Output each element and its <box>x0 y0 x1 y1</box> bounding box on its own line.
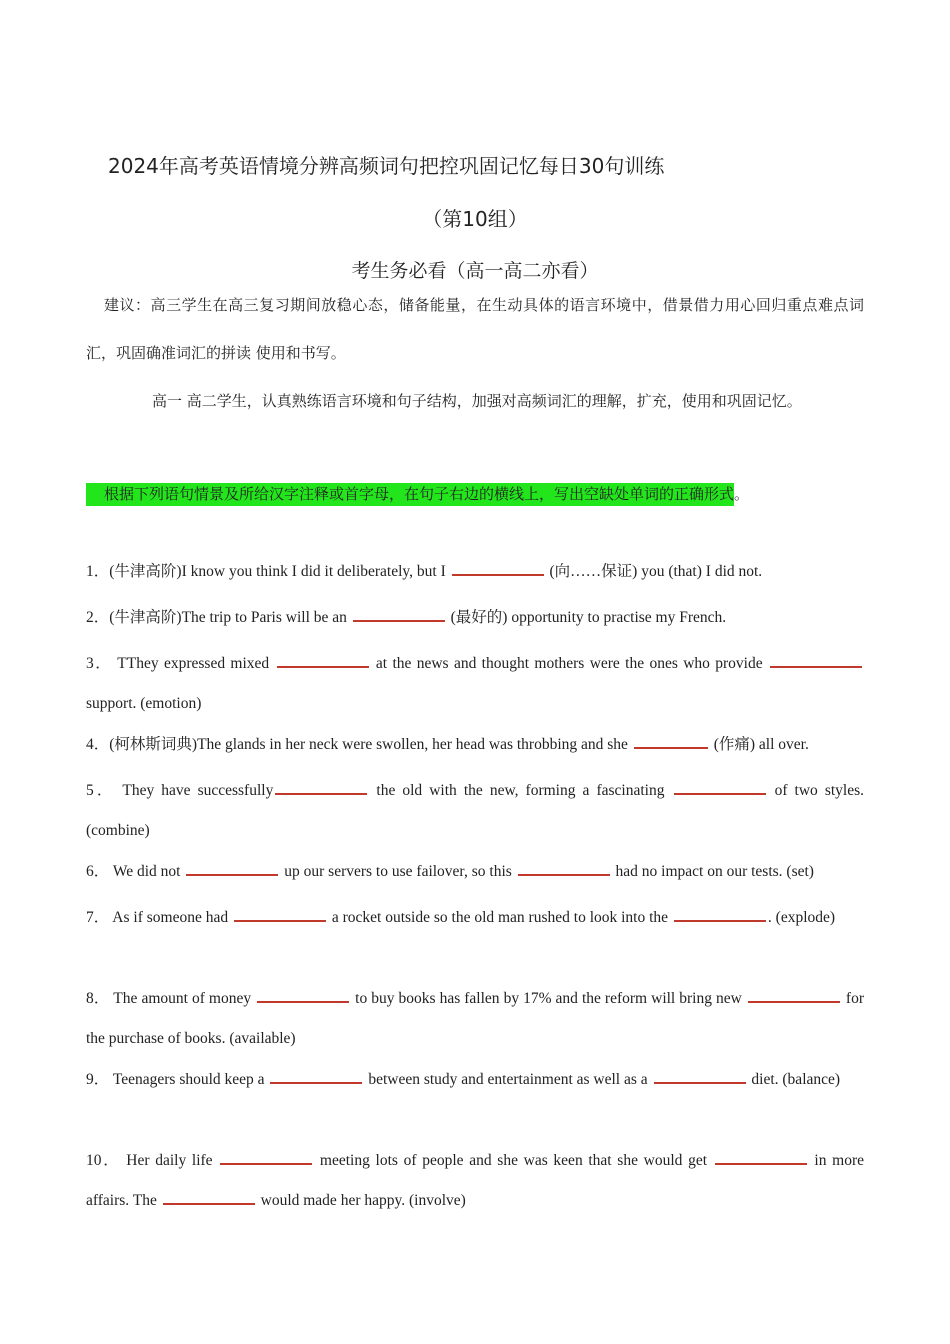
question-number: 8． <box>86 990 110 1007</box>
question-text: (最好的) opportunity to practise my French. <box>446 609 727 626</box>
question-number: 3． <box>86 655 113 672</box>
question-text: They have successfully <box>115 782 274 799</box>
question-4 <box>86 725 864 765</box>
question-text: for the purchase of books. (available) <box>86 990 864 1047</box>
question-text: As if someone had <box>109 909 232 926</box>
page-subtitle: （第10组） <box>422 207 528 231</box>
answer-blank[interactable] <box>452 560 544 576</box>
answer-blank[interactable] <box>257 987 349 1003</box>
question-7 <box>86 898 864 938</box>
answer-blank[interactable] <box>674 779 766 795</box>
question-text: (向……保证) you (that) I did not. <box>545 563 763 580</box>
question-number: 4． <box>86 736 110 753</box>
question-text: diet. (balance) <box>747 1071 841 1088</box>
question-text: We did not <box>109 863 185 880</box>
question-text: at the news and thought mothers were the ones who provide <box>370 655 768 672</box>
question-9 <box>86 1060 864 1100</box>
question-text: to buy books has fallen by 17% and the reform will bring new <box>351 990 746 1007</box>
answer-blank[interactable] <box>270 1068 362 1084</box>
answer-blank[interactable] <box>353 606 445 622</box>
question-text: in more affairs. The <box>86 1152 864 1209</box>
question-text: would made her happy. (involve) <box>256 1192 466 1209</box>
question-text: Her daily life <box>120 1152 219 1169</box>
question-text: . (explode) <box>767 909 836 926</box>
question-number: 6． <box>86 863 110 880</box>
question-1 <box>86 552 864 592</box>
answer-blank[interactable] <box>748 987 840 1003</box>
answer-blank[interactable] <box>220 1149 312 1165</box>
advice-paragraph-2: 高一 高二学生，认真熟练语言环境和句子结构，加强对高频词汇的理解，扩充，使用和巩固记忆。 <box>152 392 802 410</box>
question-5 <box>86 771 864 851</box>
instruction-line <box>86 483 749 504</box>
question-text: meeting lots of people and she was keen that she would get <box>314 1152 713 1169</box>
answer-blank[interactable] <box>234 906 326 922</box>
question-text: The amount of money <box>109 990 256 1007</box>
question-text: support. (emotion) <box>86 695 202 712</box>
advice-paragraph-1: 建议：高三学生在高三复习期间放稳心态，储备能量，在生动具体的语言环境中，借景借力用心回归重点难点词汇，巩固确准词汇的拼读 使用和书写。 <box>86 296 864 362</box>
page-title: 2024年高考英语情境分辨高频词句把控巩固记忆每日30句训练 <box>108 154 665 178</box>
question-number: 10． <box>86 1152 121 1169</box>
question-8 <box>86 979 864 1059</box>
answer-blank[interactable] <box>277 652 369 668</box>
question-6 <box>86 852 864 892</box>
answer-blank[interactable] <box>518 860 610 876</box>
question-number: 9． <box>86 1071 110 1088</box>
question-text: of two styles. (combine) <box>86 782 864 839</box>
question-3 <box>86 644 864 724</box>
question-text: up our servers to use failover, so this <box>280 863 516 880</box>
instruction-end: 。 <box>734 485 750 503</box>
question-text: Teenagers should keep a <box>109 1071 269 1088</box>
question-text: a rocket outside so the old man rushed to look into the <box>327 909 672 926</box>
instruction-highlight: 根据下列语句情景及所给汉字注释或首字母，在句子右边的横线上，写出空缺处单词的正确形式 <box>86 483 734 506</box>
question-text: TThey expressed mixed <box>112 655 275 672</box>
answer-blank[interactable] <box>186 860 278 876</box>
question-text: between study and entertainment as well as a <box>364 1071 652 1088</box>
question-text: the old with the new, forming a fascinating <box>369 782 672 799</box>
question-number: 1． <box>86 563 110 580</box>
answer-blank[interactable] <box>674 906 766 922</box>
answer-blank[interactable] <box>715 1149 807 1165</box>
answer-blank[interactable] <box>275 779 367 795</box>
question-text: (柯林斯词典)The glands in her neck were swollen, her head was throbbing and she <box>109 736 632 753</box>
question-number: 5． <box>86 782 116 799</box>
question-10 <box>86 1141 864 1221</box>
question-number: 7． <box>86 909 110 926</box>
question-text: had no impact on our tests. (set) <box>611 863 814 880</box>
question-text: (牛津高阶)I know you think I did it deliberately, but I <box>109 563 450 580</box>
answer-blank[interactable] <box>654 1068 746 1084</box>
answer-blank[interactable] <box>163 1189 255 1205</box>
question-number: 2． <box>86 609 110 626</box>
question-text: (牛津高阶)The trip to Paris will be an <box>109 609 351 626</box>
answer-blank[interactable] <box>770 652 862 668</box>
answer-blank[interactable] <box>634 733 708 749</box>
question-2 <box>86 598 864 638</box>
question-text: (作痛) all over. <box>709 736 809 753</box>
notice-heading: 考生务必看（高一高二亦看） <box>351 260 599 282</box>
